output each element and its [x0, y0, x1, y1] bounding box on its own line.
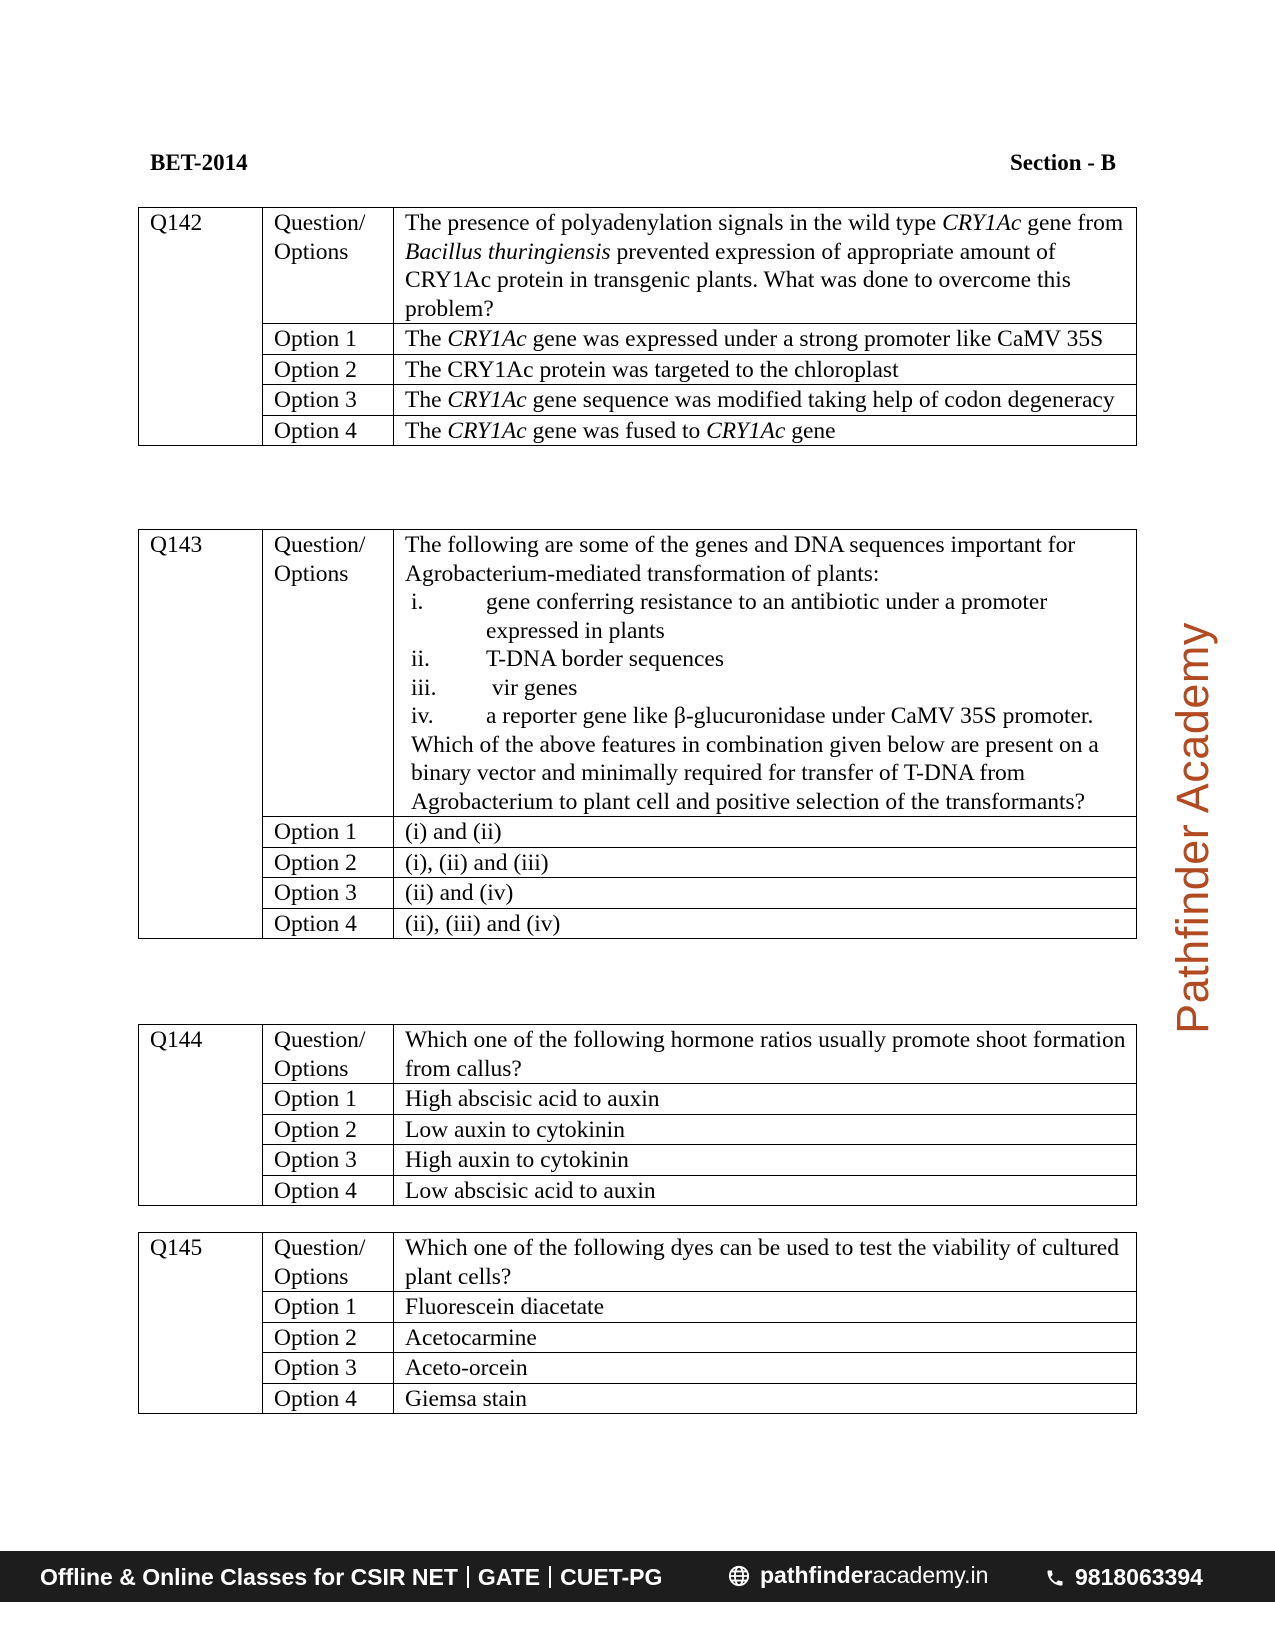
question-text: The presence of polyadenylation signals in the wild type CRY1Ac gene from Bacillus thuringiensis prevented expression of appropriate amount of CRY1Ac protein in transgenic plants. What was done to overcome this problem? — [394, 208, 1137, 324]
divider — [467, 1566, 469, 1588]
list-item: ii. T-DNA border sequences — [411, 646, 724, 672]
option-text: Acetocarmine — [394, 1322, 1137, 1353]
feature-list — [405, 588, 1130, 731]
option-label: Option 2 — [263, 1114, 394, 1145]
footer-banner — [0, 1551, 1275, 1602]
option-label: Option 1 — [263, 817, 394, 848]
option-label: Option 3 — [263, 385, 394, 416]
globe-icon — [728, 1565, 750, 1587]
divider — [549, 1566, 551, 1588]
option-label: Option 4 — [263, 1383, 394, 1414]
option-label: Option 1 — [263, 1292, 394, 1323]
question-number: Q143 — [139, 530, 263, 939]
option-label: Option 2 — [263, 354, 394, 385]
option-text: The CRY1Ac gene was fused to CRY1Ac gene — [394, 415, 1137, 446]
table-row — [139, 1114, 1137, 1145]
option-text: The CRY1Ac gene was expressed under a strong promoter like CaMV 35S — [394, 324, 1137, 355]
question-number: Q144 — [139, 1025, 263, 1206]
table-row — [139, 817, 1137, 848]
table-row — [139, 208, 1137, 324]
table-row — [139, 415, 1137, 446]
question-text — [394, 530, 1137, 817]
table-row — [139, 1025, 1137, 1084]
option-text: Low auxin to cytokinin — [394, 1114, 1137, 1145]
question-label: Question/ Options — [263, 530, 394, 817]
option-text: High auxin to cytokinin — [394, 1145, 1137, 1176]
option-text: (i), (ii) and (iii) — [394, 847, 1137, 878]
list-item: iii. vir genes — [411, 674, 578, 701]
table-row — [139, 1084, 1137, 1115]
list-item: i. gene conferring resistance to an antibiotic under a promoter expressed in plants — [411, 589, 1048, 644]
footer-classes-text: Offline & Online Classes for CSIR NET — [40, 1564, 458, 1590]
option-label: Option 2 — [263, 847, 394, 878]
question-table-q143 — [138, 529, 1137, 939]
option-text: High abscisic acid to auxin — [394, 1084, 1137, 1115]
section-title: Section - B — [1009, 150, 1116, 175]
watermark: Pathfinder Academy — [1167, 622, 1218, 1034]
website-bold: pathfinder — [760, 1562, 873, 1588]
option-text: The CRY1Ac gene sequence was modified taking help of codon degeneracy — [394, 385, 1137, 416]
question-table-q142 — [138, 207, 1137, 446]
table-row — [139, 385, 1137, 416]
table-row — [139, 530, 1137, 817]
exam-title: BET-2014 — [150, 150, 248, 175]
phone-icon — [1045, 1567, 1065, 1589]
website-light: academy.in — [872, 1562, 989, 1588]
option-text: (i) and (ii) — [394, 817, 1137, 848]
question-label: Question/ Options — [263, 1233, 394, 1292]
footer-gate: GATE — [477, 1564, 541, 1590]
option-label: Option 3 — [263, 1145, 394, 1176]
option-label: Option 1 — [263, 1084, 394, 1115]
table-row — [139, 1353, 1137, 1384]
question-text: Which one of the following hormone ratios usually promote shoot formation from callus? — [394, 1025, 1137, 1084]
option-label: Option 1 — [263, 324, 394, 355]
question-prompt: Which of the above features in combination given below are present on a binary vector and minimally required for transfer of T-DNA from Agrobacterium to plant cell and positive selection of the transformants? — [411, 731, 1099, 815]
option-text: Low abscisic acid to auxin — [394, 1175, 1137, 1206]
table-row — [139, 1145, 1137, 1176]
option-label: Option 2 — [263, 1322, 394, 1353]
page-header — [150, 150, 1116, 176]
table-row — [139, 878, 1137, 909]
option-text: Fluorescein diacetate — [394, 1292, 1137, 1323]
table-row — [139, 354, 1137, 385]
question-text: Which one of the following dyes can be used to test the viability of cultured plant cells? — [394, 1233, 1137, 1292]
footer-cuet: CUET-PG — [560, 1564, 663, 1590]
option-text: (ii) and (iv) — [394, 878, 1137, 909]
question-table-q144 — [138, 1024, 1137, 1206]
question-label: Question/ Options — [263, 208, 394, 324]
table-row — [139, 1175, 1137, 1206]
option-text: The CRY1Ac protein was targeted to the chloroplast — [394, 354, 1137, 385]
option-text: Aceto-orcein — [394, 1353, 1137, 1384]
option-text: Giemsa stain — [394, 1383, 1137, 1414]
table-row — [139, 1383, 1137, 1414]
table-row — [139, 847, 1137, 878]
footer-phone[interactable] — [1045, 1564, 1203, 1591]
option-label: Option 4 — [263, 908, 394, 939]
option-label: Option 4 — [263, 415, 394, 446]
table-row — [139, 1292, 1137, 1323]
footer-website-link[interactable] — [728, 1562, 988, 1589]
option-label: Option 4 — [263, 1175, 394, 1206]
option-label: Option 3 — [263, 1353, 394, 1384]
table-row — [139, 908, 1137, 939]
question-table-q145 — [138, 1232, 1137, 1414]
table-row — [139, 1233, 1137, 1292]
phone-number: 9818063394 — [1075, 1564, 1203, 1590]
question-intro: The following are some of the genes and DNA sequences important for Agrobacterium-mediated transformation of plants: — [405, 532, 1076, 587]
table-row — [139, 324, 1137, 355]
question-number: Q142 — [139, 208, 263, 446]
question-label: Question/ Options — [263, 1025, 394, 1084]
option-label: Option 3 — [263, 878, 394, 909]
question-number: Q145 — [139, 1233, 263, 1414]
list-item: iv. a reporter gene like β-glucuronidase under CaMV 35S promoter. — [411, 703, 1094, 729]
footer-classes — [40, 1564, 662, 1591]
table-row — [139, 1322, 1137, 1353]
option-text: (ii), (iii) and (iv) — [394, 908, 1137, 939]
